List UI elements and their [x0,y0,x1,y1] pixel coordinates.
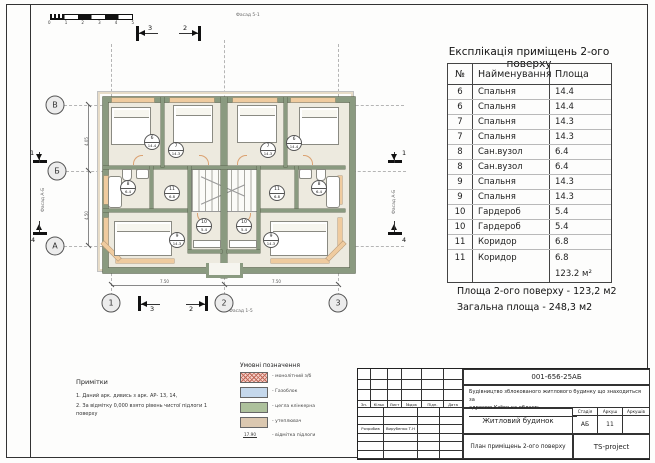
window [112,98,154,102]
cell-area: 6.4 [555,162,569,172]
bathtub [326,176,340,208]
room-number: 11 [165,186,179,194]
room-tag [236,218,252,234]
grid-label: Б [54,166,60,176]
bed-pillow [302,110,337,118]
cell-area: 14.4 [555,87,574,97]
cell-number: 10 [448,220,473,234]
bathtub [108,176,122,208]
cell-area: 6.8 [555,237,569,247]
room-number: 6 [287,136,301,144]
cell-number: 9 [448,175,473,189]
section-mark-bar [33,232,47,235]
cell-name: Сан.вузол [473,160,550,174]
table-row [448,130,611,145]
cell-area: 14.4 [555,102,574,112]
cell-number: 8 [448,160,473,174]
window [291,98,335,102]
section-arrow [141,301,147,307]
room-area: 6.4 [315,188,323,194]
wardrobe-shelf [229,240,257,248]
facade-label-bottom: Фасад 1-5 [229,309,253,314]
sink [136,169,149,179]
wall-segment [188,166,191,252]
bed [299,107,339,145]
section-number: 2 [189,305,194,313]
table-row [448,115,611,130]
room-tag [196,218,212,234]
grid-label: А [52,241,58,251]
table-row [448,85,611,100]
room-area: 14.3 [263,150,273,156]
cell-number: 11 [448,235,473,249]
cell-number: 8 [448,145,473,159]
table-row [448,250,611,266]
table-row [448,205,611,220]
room-number: 9 [170,233,184,241]
grid-label: 1 [108,298,114,308]
stage-label: Стадія [573,408,598,416]
col-header-name: Найменування [473,64,550,84]
sheets-value [623,416,650,434]
room-number: 7 [261,143,275,151]
section-arrow [199,301,205,307]
revision-header-row [358,401,463,408]
room-area: 6.4 [124,188,132,194]
object-name-cell: Житловий будинок [463,408,573,434]
notes-list [76,393,218,420]
bed-pillow [273,224,326,232]
cell-name: Спальня [473,115,550,129]
section-number: 4 [31,236,36,244]
facade-label-left: Фасад А-Б [41,187,46,212]
description-line2: адресою Київська область [469,405,541,412]
wall-segment [227,250,260,253]
facade-label-top: Фасад 5-1 [236,13,260,18]
section-number: 1 [30,149,35,157]
legend-label-brick: - цегла клінкерна [272,404,316,409]
rev-col-pidp: Підп. [422,401,444,408]
legend-label-insulation: - утеплювач [272,419,302,424]
scale-number: 2 [81,20,84,25]
explication-table [447,63,612,283]
cell-number: 11 [448,250,473,266]
section-number: 1 [402,149,407,157]
explication-title: Експлікація приміщень 2-ого поверху [448,46,610,70]
dim-label-left-bottom: 4.50 [84,211,89,220]
rev-col-lyst: Лист [388,401,402,408]
col-header-area: Площа [555,68,589,80]
dim-label-bottom-right: 7.50 [272,279,281,284]
rev-col-doc: №док [402,401,422,408]
dim-label-left-top: 4.05 [84,137,89,146]
room-number: 10 [197,219,211,227]
cell-name: Спальня [473,190,550,204]
cell-area: 14.3 [555,192,574,202]
doc-number-cell: 001-656-25АБ [463,369,650,385]
room-tag [286,135,302,151]
room-tag [260,142,276,158]
rev-col-zn: Зн. [358,401,371,408]
bed [173,105,213,143]
bed-pillow [176,108,211,116]
cell-empty [448,266,473,282]
room-tag [120,180,136,196]
cell-name: Спальня [473,100,550,114]
bed-pillow [117,224,170,232]
rev-col-kilk: Кільк [371,401,388,408]
legend-label-level: - відмітка підлоги [272,433,316,438]
cell-number: 6 [448,100,473,114]
bed-pillow [114,110,149,118]
grid-bubble-row-B [46,96,65,115]
window [170,98,214,102]
section-mark-bar [205,296,208,311]
room-number: 8 [121,181,135,189]
section-number: 2 [183,24,188,32]
wall-segment [188,250,222,253]
scale-number: 1 [64,20,68,25]
table-row [448,160,611,175]
section-mark-bar [33,160,47,163]
room-number: 6 [145,135,159,143]
cell-total-area: 123.2 м² [555,269,592,279]
cell-name: Коридор [473,235,550,249]
room-tag [169,232,185,248]
room-tag [144,134,160,150]
cell-name: Спальня [473,85,550,99]
room-tag [263,232,279,248]
room-area: 14.3 [171,150,181,156]
sheet-margin-line [30,4,31,457]
cell-name: Спальня [473,130,550,144]
legend-label-concrete: - монолітний з/б [272,374,312,379]
room-tag [269,185,285,201]
grid-label: В [52,100,58,110]
cell-name: Гардероб [473,205,550,219]
cell-name: Спальня [473,175,550,189]
drawing-title-cell: План приміщень 2-ого поверху [463,434,573,459]
cell-number: 6 [448,85,473,99]
cell-number: 7 [448,115,473,129]
window [116,259,174,263]
bed [114,221,172,256]
section-arrow [192,30,198,36]
cell-area: 14.3 [555,132,574,142]
note-item: 1. Даний арк. дивись з арк. АР- 13, 14, [76,393,178,399]
table-row [448,145,611,160]
wall-segment [258,209,345,212]
room-area: 6.8 [168,193,176,199]
note-item: 2. За відмітку 0,000 взято рівень чистої підлоги 1 поверху [76,402,208,417]
cell-empty [473,266,550,282]
section-number: 3 [148,24,153,32]
notes-title: Примітки [76,378,108,386]
table-row [448,175,611,190]
legend-label-gasblock: - Газоблок [272,389,298,394]
stage-value: АБ [573,416,598,434]
section-arrow [391,154,397,160]
cell-area: 14.3 [555,177,574,187]
graphic-scale-fine [50,14,64,18]
table-total-row [448,266,611,282]
window [104,176,108,204]
cell-name: Гардероб [473,220,550,234]
section-mark-line [39,221,40,232]
legend-swatch-gasblock [240,387,268,398]
section-arrow [36,154,42,160]
cell-name: Коридор [473,250,550,266]
cell-number: 7 [448,130,473,144]
cell-number: 9 [448,190,473,204]
window [233,98,277,102]
legend-swatch-concrete [240,372,268,383]
room-number: 10 [237,219,251,227]
room-tag [311,180,327,196]
scale-number: 5 [131,20,134,25]
grid-bubble-row-Bm [48,162,67,181]
wardrobe-shelf [193,240,221,248]
wall-segment [150,166,153,211]
wall-segment [257,166,260,252]
entrance-porch [206,263,243,278]
col-header-number: № [448,64,473,84]
room-number: 8 [312,181,326,189]
sink [299,169,312,179]
section-number: 3 [150,305,155,313]
legend-swatch-insulation [240,417,268,428]
sheet-value: 11 [598,416,623,434]
section-mark-bar [388,232,402,235]
stage-grid [573,408,650,434]
description-line1: Будівництво зблокованого житлового будинку що знаходиться за [469,389,641,404]
table-row [448,100,611,115]
table-row [448,190,611,205]
room-number: 11 [270,186,284,194]
bed [237,105,277,143]
room-tag [164,185,180,201]
room-area: 14.3 [172,240,182,246]
graphic-scale-numbers [48,20,134,25]
room-area: 5.4 [200,226,208,232]
room-area: 6.8 [273,193,281,199]
rev-col-data: Дата [444,401,463,408]
signature-grid [358,408,463,459]
facade-label-right: Фасад А-Б [392,189,397,214]
section-mark-bar [388,160,402,163]
signer-role: Розробив [358,425,384,434]
room-area: 14.3 [266,240,276,246]
explication-rows [448,85,611,266]
table-row [448,220,611,235]
cell-name: Сан.вузол [473,145,550,159]
room-area: 14.4 [147,142,157,148]
section-number: 4 [402,236,407,244]
table-row [448,235,611,250]
wall-segment [284,97,287,167]
wall-segment [295,166,298,211]
grid-bubble-col-3 [329,294,348,313]
dim-label-bottom-left: 7.50 [160,279,169,284]
grid-bubble-row-A [46,237,65,256]
legend-swatch-brick [240,402,268,413]
cell-area: 5.4 [555,207,569,217]
bed-pillow [240,108,275,116]
cell-area: 14.3 [555,117,574,127]
grid-label: 2 [221,298,227,308]
room-tag [168,142,184,158]
room-area: 5.4 [240,226,248,232]
summary-floor-area: Площа 2-ого поверху - 123,2 м2 [457,286,617,297]
cell-number: 10 [448,205,473,219]
legend-title: Умовні позначення [240,362,300,369]
cell-area: 5.4 [555,222,569,232]
section-mark-line [394,221,395,232]
scale-number: 3 [98,20,101,25]
sheets-label: Аркушів [623,408,650,416]
room-number: 7 [169,143,183,151]
scale-number: 0 [48,20,51,25]
room-number: 9 [264,233,278,241]
cell-area: 6.8 [555,253,569,263]
revision-grid [358,369,463,401]
wall-segment [103,209,190,212]
summary-total-area: Загальна площа - 248,3 м2 [457,302,593,313]
title-block [357,368,650,460]
grid-label: 3 [335,298,341,308]
cell-area: 6.4 [555,147,569,157]
wall-segment [161,97,164,167]
dim-line-left [88,105,89,246]
section-arrow [139,30,145,36]
grid-bubble-col-1 [102,294,121,313]
scale-number: 4 [114,20,118,25]
window [271,259,329,263]
explication-header-row [448,64,611,85]
section-mark-bar [198,26,201,41]
room-area: 14.4 [289,143,299,149]
company-cell: TS-project [573,434,650,459]
signer-name: Вирубенко Т.Н [384,425,418,434]
legend-level-mark: 17.90 [244,432,256,437]
sheet-label: Аркуш [598,408,623,416]
